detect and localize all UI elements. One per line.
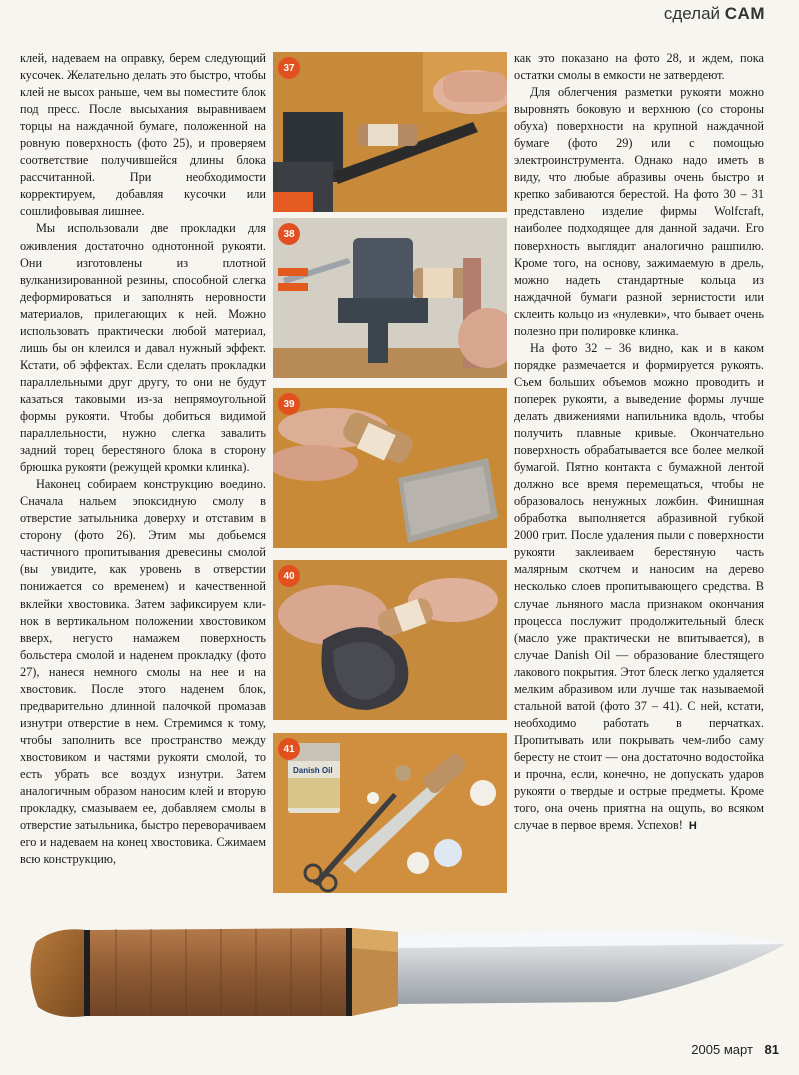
header-prefix: сделай <box>663 4 721 23</box>
end-mark: Н <box>688 820 697 833</box>
left-paragraph-3: Наконец собираем конструкцию воедино. Сначала нальем эпоксидную смолу в отверстие затыльника доверху и отставим в сторону (фото 26). Этим мы добьемся частичного пропитывания древесины смолой (вы увидите, как уровень в отверстии понижается со временем) и качественной вклейки хвостовика. Затем зафиксируем клинок в вертикальном положении хвостовиком вверх, негусто намажем поверхность больстера смолой и наденем прокладку (фото 27), нанеся немного смолы на нее и на хвостовик. После этого наденем блок, предварительно длинной палочкой промазав изнутри отверстие в нем. Стремимся к тому, чтобы заполнить все пространство между хвостовиком и частями рукояти смолой, то есть убрать все воздух изнутри. Затем аналогичным образом наносим клей и вторую прокладку, смазываем ее, добавляем смолы в отверстие затыльника, быстро переворачиваем его и надеваем на конец хвостовика. Сжимаем всю конструкцию, <box>20 477 266 867</box>
photo-39-number: 39 <box>278 393 300 415</box>
photo-40 <box>273 560 507 720</box>
left-column <box>20 50 266 868</box>
right-paragraph-3 <box>514 340 764 835</box>
photo-38-number: 38 <box>278 223 300 245</box>
photo-41-can-label: Danish Oil <box>293 766 333 775</box>
photo-41 <box>273 733 507 893</box>
photo-39-image <box>273 388 507 548</box>
header-brand: CAM <box>724 4 765 23</box>
right-paragraph-3-text: На фото 32 – 36 видно, как и в каком порядке размечается и формируется рукоять. Съем больших объемов можно проводить и поперек рукояти, а выведение формы лучше делать движениями напильника вдоль, чтобы получить плавные кривые. Окончательно поверхность обрабатывается все более мелкой бумагой. Пятно контакта с бумажной лентой должно все время перемещаться, чтобы не образовалось ненужных ложбин. Финишная обработка выполняется абразивной губкой 2000 грит. После удаления пыли с поверхности рукояти заклеиваем берестяную часть малярным скотчем и наносим на дерево несколько слоев пропитывающего средства. В случае льняного масла признаком окончания процесса послужит продолжительный блеск (масло уже практически не впитывается), в случае Danish Oil — образование блестящего лакового покрытия. Этот блеск легко удаляется мелким абразивом или лучше так называемой стальной ватой (фото 37 – 41). С ней, кстати, необходимо работать в перчатках. Пропитывать или покрывать чем-либо саму бересту не стоит — она достаточно водостойка и прочна, если, конечно, не допускать ударов рукояти о твердые и острые предметы. Кроме того, она очень приятна на ощупь, во всяком случае в первое время. Успехов! <box>514 340 764 833</box>
left-paragraph-2: Мы использовали две прокладки для оживления достаточно однотонной рукояти. Они изготовлены из плотной вулканизированной резины, способной слегка деформироваться и заполнять неровности материалов, прилегающих к ней. Можно использовать практически любой материал, лишь бы он клеился и давал нужный эффект. Кстати, об эффектах. Если сделать прокладки параллельными друг другу, то они не будут казаться таковыми из-за непрямоугольной формы рукояти. Чтобы добиться видимой параллельности, нужно слегка завалить задний торец берестяного блока в сторону брюшка рукояти (режущей кромки клинка). <box>20 221 266 475</box>
photo-38-image <box>273 218 507 378</box>
photo-37 <box>273 52 507 212</box>
photo-39 <box>273 388 507 548</box>
photo-37-number: 37 <box>278 57 300 79</box>
page-footer <box>691 1042 779 1057</box>
right-paragraph-2: Для облегчения разметки рукояти можно выровнять боковую и верхнюю (со стороны обуха) поверхности на крупной наждачной бумаге (фото 29) или с помощью электроинструмента. Однако надо иметь в виду, что любые абразивы очень быстро и крепко забиваются берестой. На фото 30 – 31 представлено изделие фирмы Wolfcraft, наиболее подходящее для данной задачи. Его поверхность выглядит аналогично рашпилю. Кроме того, на основу, зажимаемую в дрель, можно надеть стандартные кольца из наждачной бумаги разной зернистости или склеить кольцо из «нулевки», что бывает очень полезно при полировке клинка. <box>514 85 764 338</box>
left-paragraph-1: клей, надеваем на оправку, берем следующий кусочек. Желательно делать это быстро, чтобы клей не высох раньше, чем вы поместите блок под пресс. После высыхания выравниваем торцы на наждачной бумаге, положенной на ровную поверхность (фото 25), и проверяем соответствие получившейся длины блока рассчитанной. При необходимости корректируем, добавляя кусочки или сошлифовывая лишнее. <box>20 51 266 219</box>
photo-40-number: 40 <box>278 565 300 587</box>
photo-38 <box>273 218 507 378</box>
page-header <box>664 4 765 24</box>
photo-41-number: 41 <box>278 738 300 760</box>
photo-40-image <box>273 560 507 720</box>
right-column <box>514 50 764 835</box>
footer-issue: 2005 март <box>691 1042 753 1057</box>
knife-image <box>16 912 788 1032</box>
knife-illustration <box>16 912 788 1032</box>
photo-41-image <box>273 733 507 893</box>
photo-37-image <box>273 52 507 212</box>
right-paragraph-1: как это показано на фото 28, и ждем, пока остатки смолы в емкости не затвердеют. <box>514 51 764 83</box>
page-number: 81 <box>764 1042 779 1057</box>
